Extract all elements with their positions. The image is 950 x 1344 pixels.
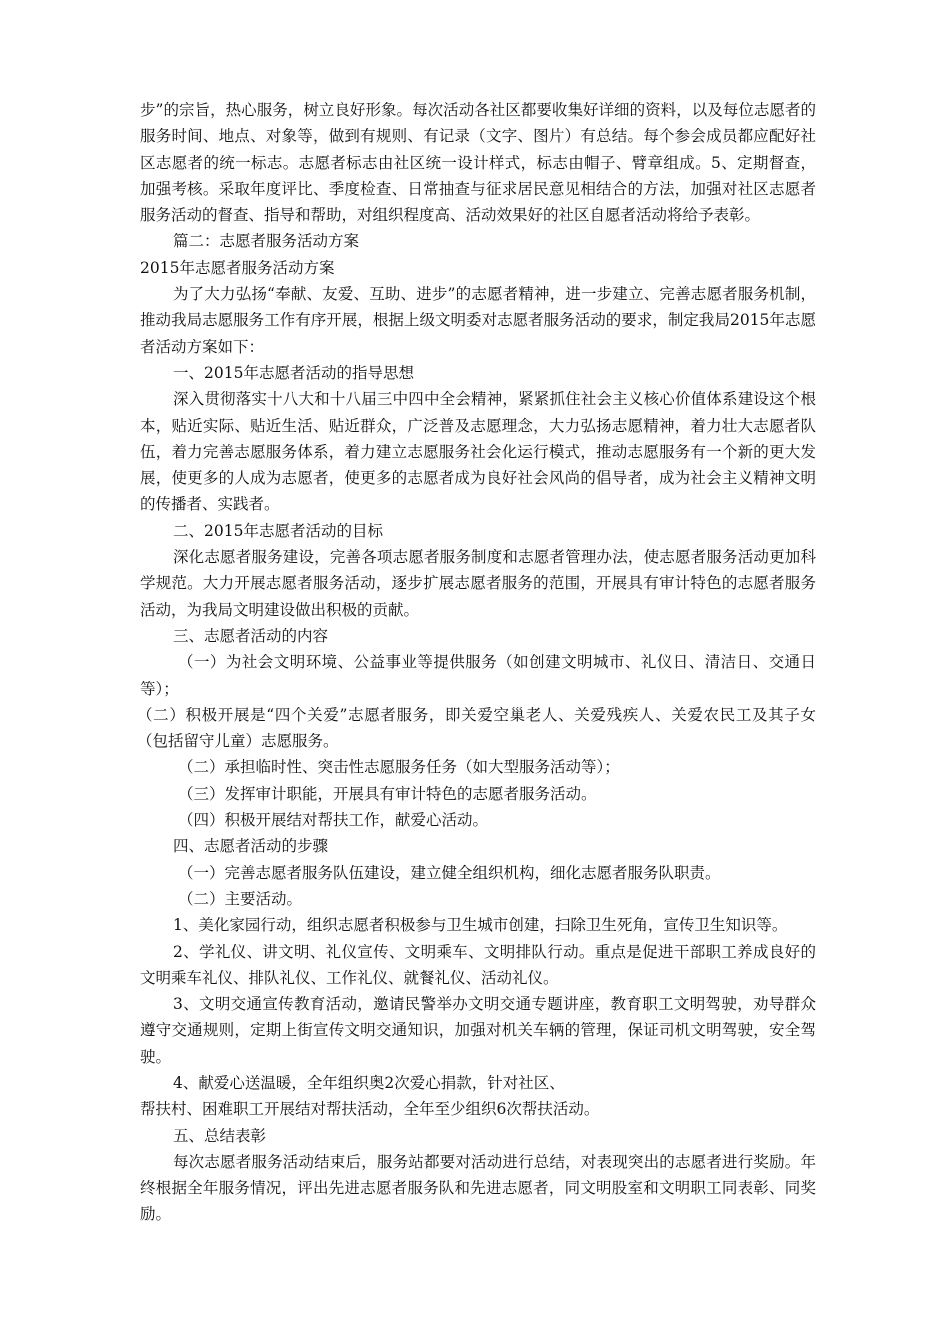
section-heading-part2: 篇二：志愿者服务活动方案	[173, 232, 360, 251]
content-item-4: （三）发挥审计职能，开展具有审计特色的志愿者服务活动。	[178, 784, 597, 803]
paragraph-continuation: 步”的宗旨，热心服务，树立良好形象。每次活动各社区都要收集好详细的资料，以及每位志愿者的服务时间、地点、对象等，做到有规则、有记录（文字、图片）有总结。每个参会成员都应配好社区志愿者的统一标志。志愿者标志由社区统一设计样式，标志由帽子、臂章组成。5、定期督查，加强考核。采取年度评比、季度检查、日常抽查与征求居民意见相结合的方法，加强对社区志愿者服务活动的督查、指导和帮助，对组织程度高、活动效果好的社区自愿者活动将给予表彰。	[140, 101, 816, 225]
activity-1: 1、美化家园行动，组织志愿者积极参与卫生城市创建，扫除卫生死角，宣传卫生知识等。	[173, 916, 788, 935]
activity-2: 2、学礼仪、讲文明、礼仪宣传、文明乘车、文明排队行动。重点是促进干部职工养成良好的文明乘车礼仪、排队礼仪、工作礼仪、就餐礼仪、活动礼仪。	[140, 942, 816, 987]
plan-title: 2015年志愿者服务活动方案	[140, 258, 335, 277]
heading-steps: 四、志愿者活动的步骤	[173, 837, 329, 856]
content-item-1: （一）为社会文明环境、公益事业等提供服务（如创建文明城市、礼仪日、清洁日、交通日等）；	[140, 653, 816, 698]
summary-paragraph: 每次志愿者服务活动结束后，服务站都要对活动进行总结，对表现突出的志愿者进行奖励。年终根据全年服务情况，评出先进志愿者服务队和先进志愿者，同文明股室和文明职工同表彰、同奖励。	[140, 1152, 816, 1224]
content-item-3: （二）承担临时性、突击性志愿服务任务（如大型服务活动等）；	[178, 758, 620, 777]
steps-item-1: （一）完善志愿者服务队伍建设，建立健全组织机构，细化志愿者服务队职责。	[178, 863, 721, 882]
heading-guiding-ideology: 一、2015年志愿者活动的指导思想	[173, 363, 414, 382]
heading-goals: 二、2015年志愿者活动的目标	[173, 521, 383, 540]
document-body	[137, 97, 816, 1228]
content-item-5: （四）积极开展结对帮扶工作，献爱心活动。	[178, 811, 489, 830]
intro-paragraph: 为了大力弘扬“奉献、友爱、互助、进步”的志愿者精神，进一步建立、完善志愿者服务机制，推动我局志愿服务工作有序开展，根据上级文明委对志愿者服务活动的要求，制定我局2015年志愿者活动方案如下：	[140, 285, 816, 356]
heading-summary: 五、总结表彰	[173, 1126, 267, 1145]
steps-item-2: （二）主要活动。	[178, 889, 303, 908]
guiding-ideology-paragraph: 深入贯彻落实十八大和十八届三中四中全会精神，紧紧抓住社会主义核心价值体系建设这个根本，贴近实际、贴近生活、贴近群众，广泛普及志愿理念，大力弘扬志愿精神，着力壮大志愿者队伍，着力完善志愿服务体系，着力建立志愿服务社会化运行模式，推动志愿服务有一个新的更大发展，使更多的人成为志愿者，使更多的志愿者成为良好社会风尚的倡导者，成为社会主义精神文明的传播者、实践者。	[140, 390, 816, 514]
activity-4-continued: 帮扶村、困难职工开展结对帮扶活动，全年至少组织6次帮扶活动。	[140, 1100, 600, 1119]
heading-content: 三、志愿者活动的内容	[173, 626, 329, 645]
activity-4: 4、献爱心送温暖，全年组织奥2次爱心捐款，针对社区、	[173, 1073, 565, 1092]
content-item-2: （二）积极开展是“四个关爱”志愿者服务，即关爱空巢老人、关爱残疾人、关爱农民工及其子女（包括留守儿童）志愿服务。	[137, 705, 816, 751]
activity-3: 3、文明交通宣传教育活动，邀请民警举办文明交通专题讲座，教育职工文明驾驶，劝导群众遵守交通规则，定期上街宣传文明交通知识，加强对机关车辆的管理，保证司机文明驾驶，安全驾驶。	[140, 995, 816, 1066]
goals-paragraph: 深化志愿者服务建设，完善各项志愿者服务制度和志愿者管理办法，使志愿者服务活动更加科学规范。大力开展志愿者服务活动，逐步扩展志愿者服务的范围，开展具有审计特色的志愿者服务活动，为我局文明建设做出积极的贡献。	[140, 548, 816, 619]
